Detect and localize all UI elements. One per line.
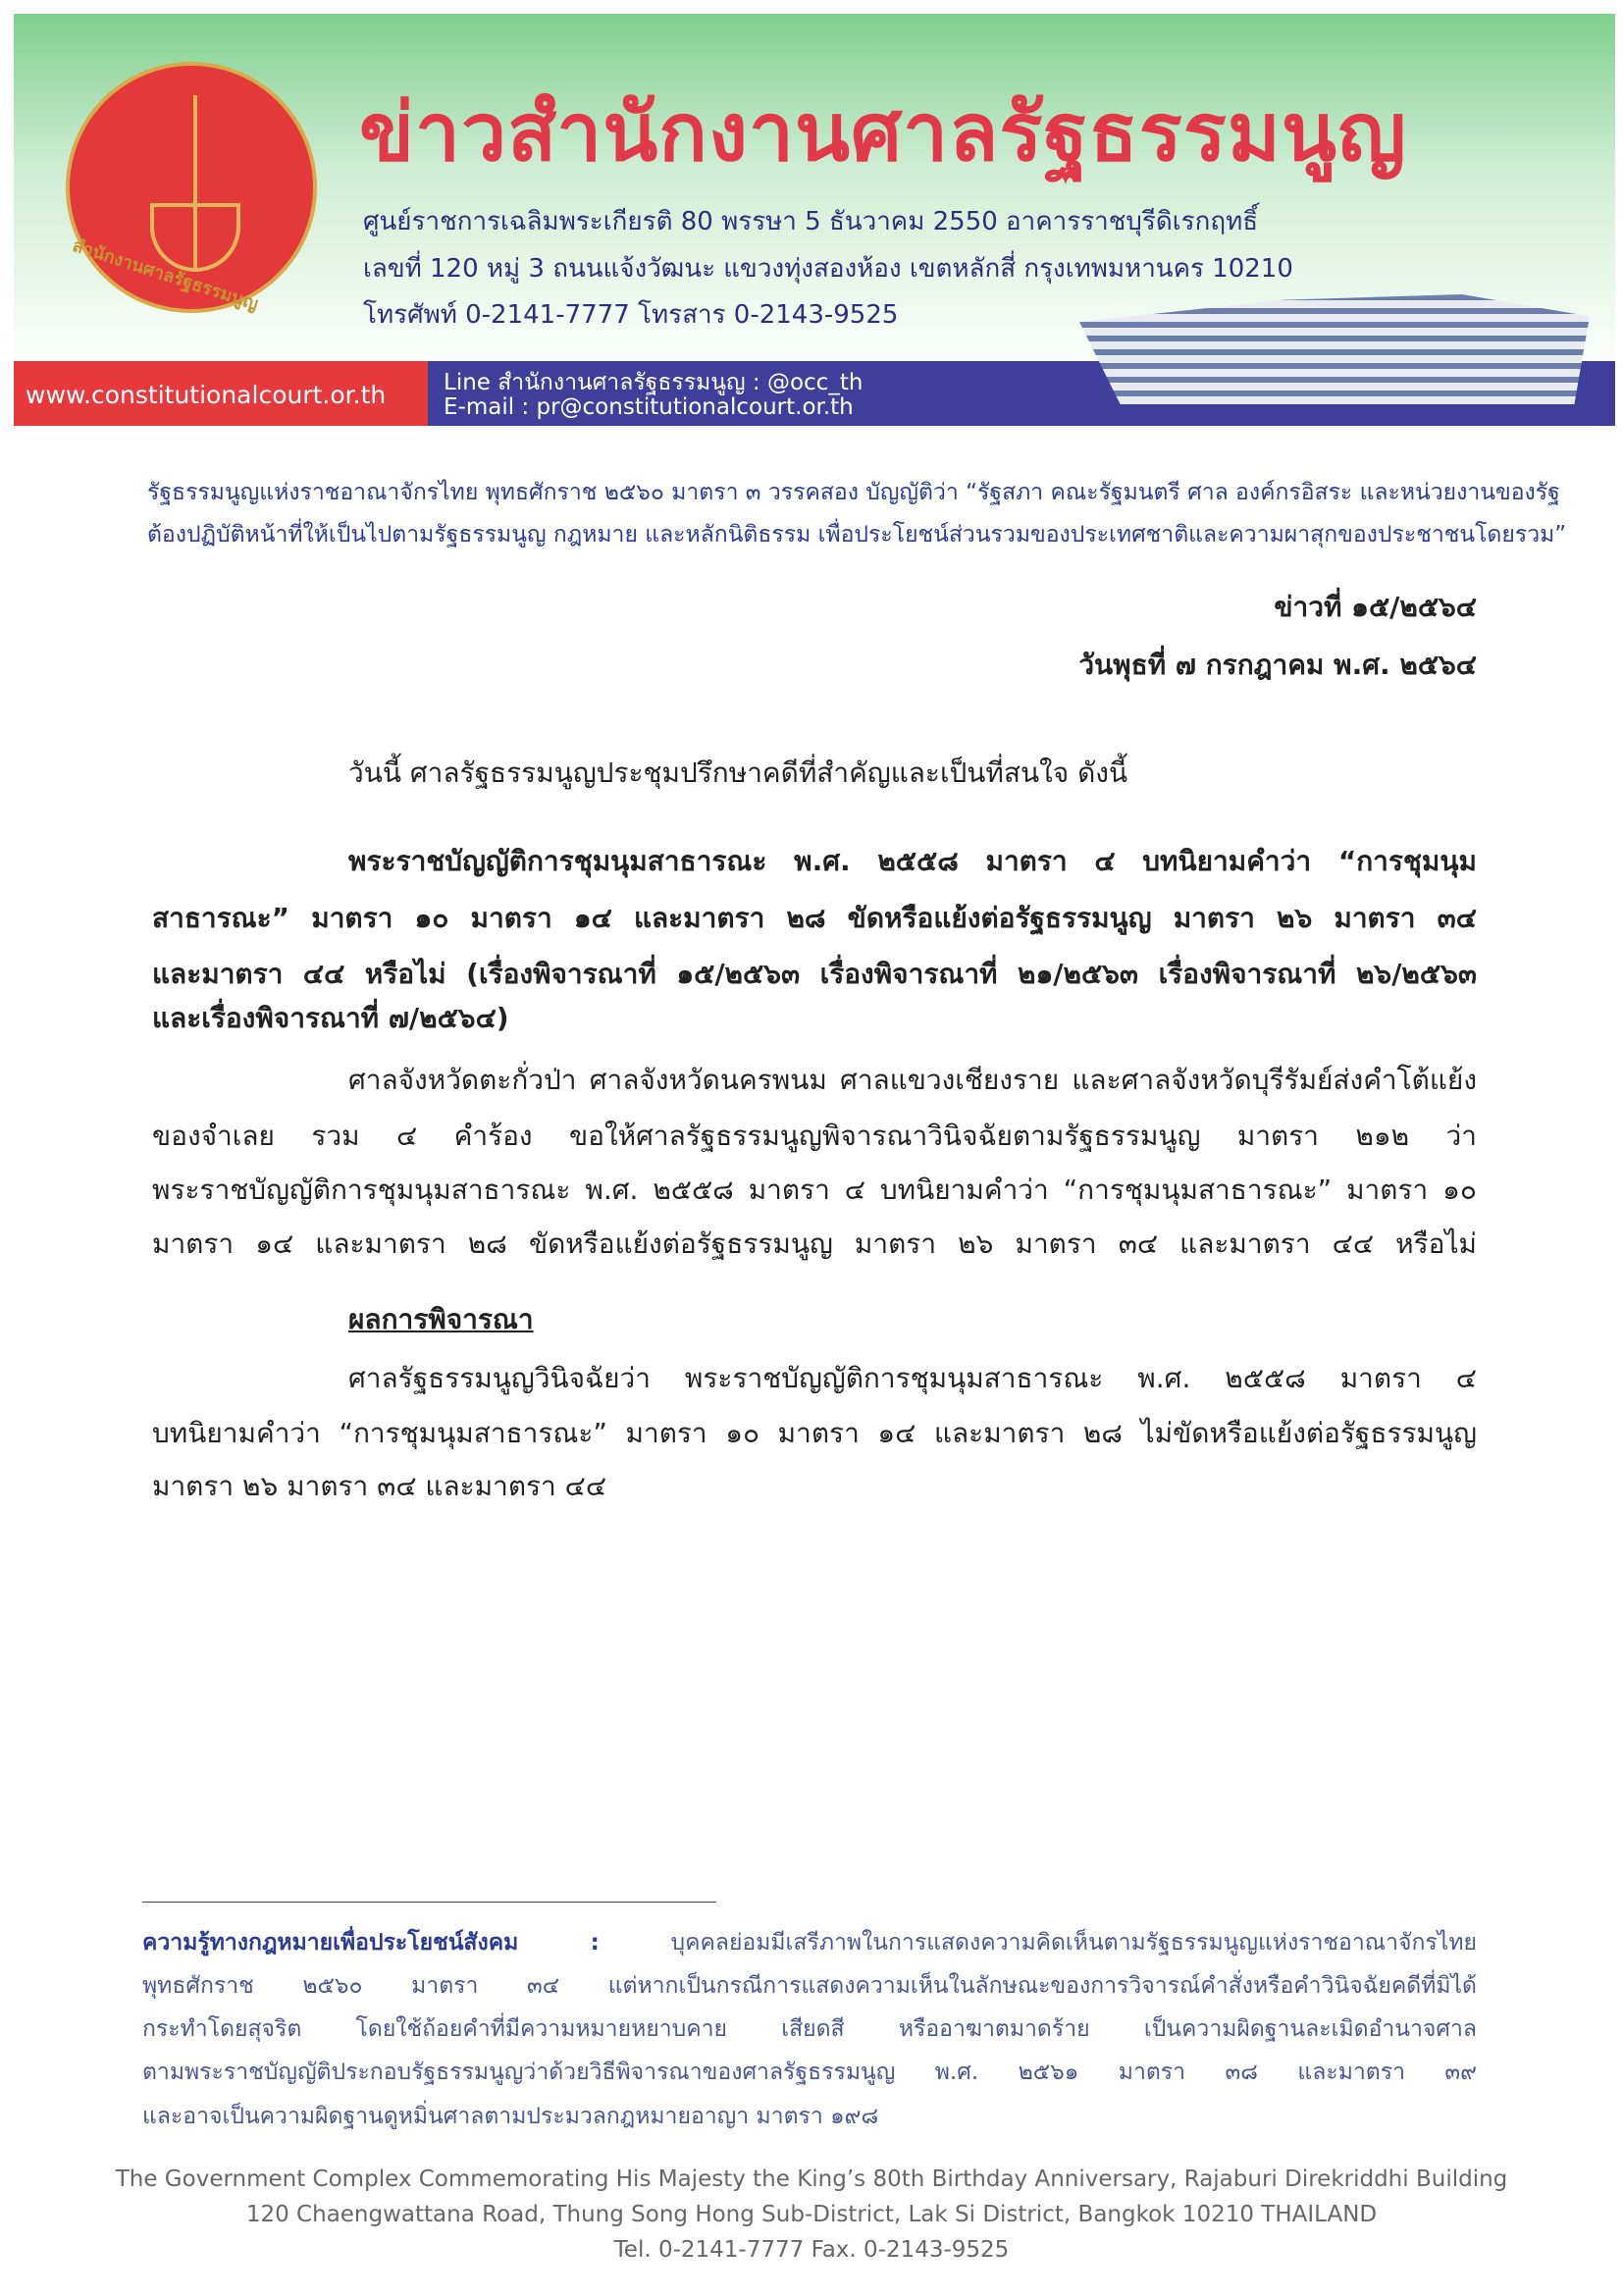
english-address-line: The Government Complex Commemorating His Majesty the King’s 80th Birthday Anniversary, Rajaburi Direkriddhi Building (115, 2166, 1508, 2192)
footnote-divider (142, 1902, 716, 1903)
intro-text: วันนี้ ศาลรัฐธรรมนูญประชุมปรึกษาคดีที่สำคัญและเป็นที่สนใจ ดังนี้ (348, 757, 1128, 789)
address-line: ศูนย์ราชการเฉลิมพระเกียรติ 80 พรรษา 5 ธันวาคม 2550 อาคารราชบุรีดิเรกฤทธิ์ (363, 207, 1259, 236)
footnote-line: พุทธศักราช ๒๕๖๐ มาตรา ๓๔ แต่หากเป็นกรณีการแสดงความเห็นในลักษณะของการวิจารณ์คำสั่งหรือคำวินิจฉัยคดีที่มิได้ (142, 1973, 1477, 1999)
phone-line: โทรศัพท์ 0-2141-7777 โทรสาร 0-2143-9525 (363, 300, 899, 330)
email-link[interactable]: E-mail : pr@constitutionalcourt.or.th (444, 394, 854, 420)
english-contact-line: Tel. 0-2141-7777 Fax. 0-2143-9525 (613, 2237, 1010, 2263)
website-link[interactable]: www.constitutionalcourt.or.th (26, 381, 387, 409)
footnote-line: และอาจเป็นความผิดฐานดูหมิ่นศาลตามประมวลกฎหมายอาญา มาตรา ๑๙๘ (142, 2104, 879, 2129)
result-line: บทนิยามคำว่า “การชุมนุมสาธารณะ” มาตรา ๑๐ มาตรา ๑๔ และมาตรา ๒๘ ไม่ขัดหรือแย้งต่อรัฐธรรมนูญ (152, 1417, 1477, 1449)
address-line: เลขที่ 120 หมู่ 3 ถนนแจ้งวัฒนะ แขวงทุ่งสองห้อง เขตหลักสี่ กรุงเทพมหานคร 10210 (363, 254, 1293, 284)
facts-line: พระราชบัญญัติการชุมนุมสาธารณะ พ.ศ. ๒๕๕๘ มาตรา ๔ บทนิยามคำว่า “การชุมนุมสาธารณะ” มาตรา ๑๐ (152, 1174, 1477, 1206)
result-heading: ผลการพิจารณา (348, 1303, 534, 1335)
letterhead-title: ข่าวสำนักงานศาลรัฐธรรมนูญ (359, 86, 1407, 180)
footnote-line (142, 1925, 1477, 1960)
facts-line: มาตรา ๑๔ และมาตรา ๒๘ ขัดหรือแย้งต่อรัฐธรรมนูญ มาตรา ๒๖ มาตรา ๓๔ และมาตรา ๔๔ หรือไม่ (152, 1227, 1477, 1260)
footnote-line: กระทำโดยสุจริต โดยใช้ถ้อยคำที่มีความหมายหยาบคาย เสียดสี หรืออาฆาตมาดร้าย เป็นความผิดฐานละเมิดอำนาจศาล (142, 2016, 1477, 2042)
preamble-line: ต้องปฏิบัติหน้าที่ให้เป็นไปตามรัฐธรรมนูญ กฎหมาย และหลักนิติธรรม เพื่อประโยชน์ส่วนรวมของประเทศชาติและความผาสุกของประชาชนโดยรวม” (147, 522, 1567, 548)
case-title-line: พระราชบัญญัติการชุมนุมสาธารณะ พ.ศ. ๒๕๕๘ มาตรา ๔ บทนิยามคำว่า “การชุมนุม (348, 845, 1477, 877)
seal-text: สำนักงานศาลรัฐธรรมนูญ (70, 235, 261, 315)
result-line: ศาลรัฐธรรมนูญวินิจฉัยว่า พระราชบัญญัติการชุมนุมสาธารณะ พ.ศ. ๒๕๕๘ มาตรา ๔ (348, 1362, 1477, 1394)
news-date: วันพุธที่ ๗ กรกฎาคม พ.ศ. ๒๕๖๔ (1078, 649, 1477, 681)
facts-line: ของจำเลย รวม ๔ คำร้อง ขอให้ศาลรัฐธรรมนูญพิจารณาวินิจฉัยตามรัฐธรรมนูญ มาตรา ๒๑๒ ว่า (152, 1120, 1477, 1152)
line-id: Line สำนักงานศาลรัฐธรรมนูญ : @occ_th (444, 370, 864, 395)
footnote-line: ตามพระราชบัญญัติประกอบรัฐธรรมนูญว่าด้วยวิธีพิจารณาของศาลรัฐธรรมนูญ พ.ศ. ๒๕๖๑ มาตรา ๓๘ และมาตรา ๓๙ (142, 2060, 1477, 2085)
case-title-line: และมาตรา ๔๔ หรือไม่ (เรื่องพิจารณาที่ ๑๕/๒๕๖๓ เรื่องพิจารณาที่ ๒๑/๒๕๖๓ เรื่องพิจารณาที่ ๒๖/๒๕๖๓ (152, 958, 1477, 990)
news-number: ข่าวที่ ๑๕/๒๕๖๔ (1274, 591, 1477, 623)
result-line: มาตรา ๒๖ มาตรา ๓๔ และมาตรา ๔๔ (152, 1470, 607, 1502)
facts-line: ศาลจังหวัดตะกั่วป่า ศาลจังหวัดนครพนม ศาลแขวงเชียงราย และศาลจังหวัดบุรีรัมย์ส่งคำโต้แย้ง (348, 1064, 1477, 1096)
case-title-line: และเรื่องพิจารณาที่ ๗/๒๕๖๔) (152, 1002, 509, 1034)
english-address-line: 120 Chaengwattana Road, Thung Song Hong Sub-District, Lak Si District, Bangkok 10210 THAILAND (245, 2202, 1378, 2227)
preamble-line: รัฐธรรมนูญแห่งราชอาณาจักรไทย พุทธศักราช ๒๕๖๐ มาตรา ๓ วรรคสอง บัญญัติว่า “รัฐสภา คณะรัฐมนตรี ศาล องค์กรอิสระ และหน่วยงานของรัฐ (147, 480, 1560, 505)
footnote-text: บุคคลย่อมมีเสรีภาพในการแสดงความคิดเห็นตามรัฐธรรมนูญแห่งราชอาณาจักรไทย (670, 1930, 1477, 1956)
case-title-line: สาธารณะ” มาตรา ๑๐ มาตรา ๑๔ และมาตรา ๒๘ ขัดหรือแย้งต่อรัฐธรรมนูญ มาตรา ๒๖ มาตรา ๓๔ (152, 902, 1477, 934)
footnote-label: ความรู้ทางกฎหมายเพื่อประโยชน์สังคม : (142, 1930, 600, 1956)
